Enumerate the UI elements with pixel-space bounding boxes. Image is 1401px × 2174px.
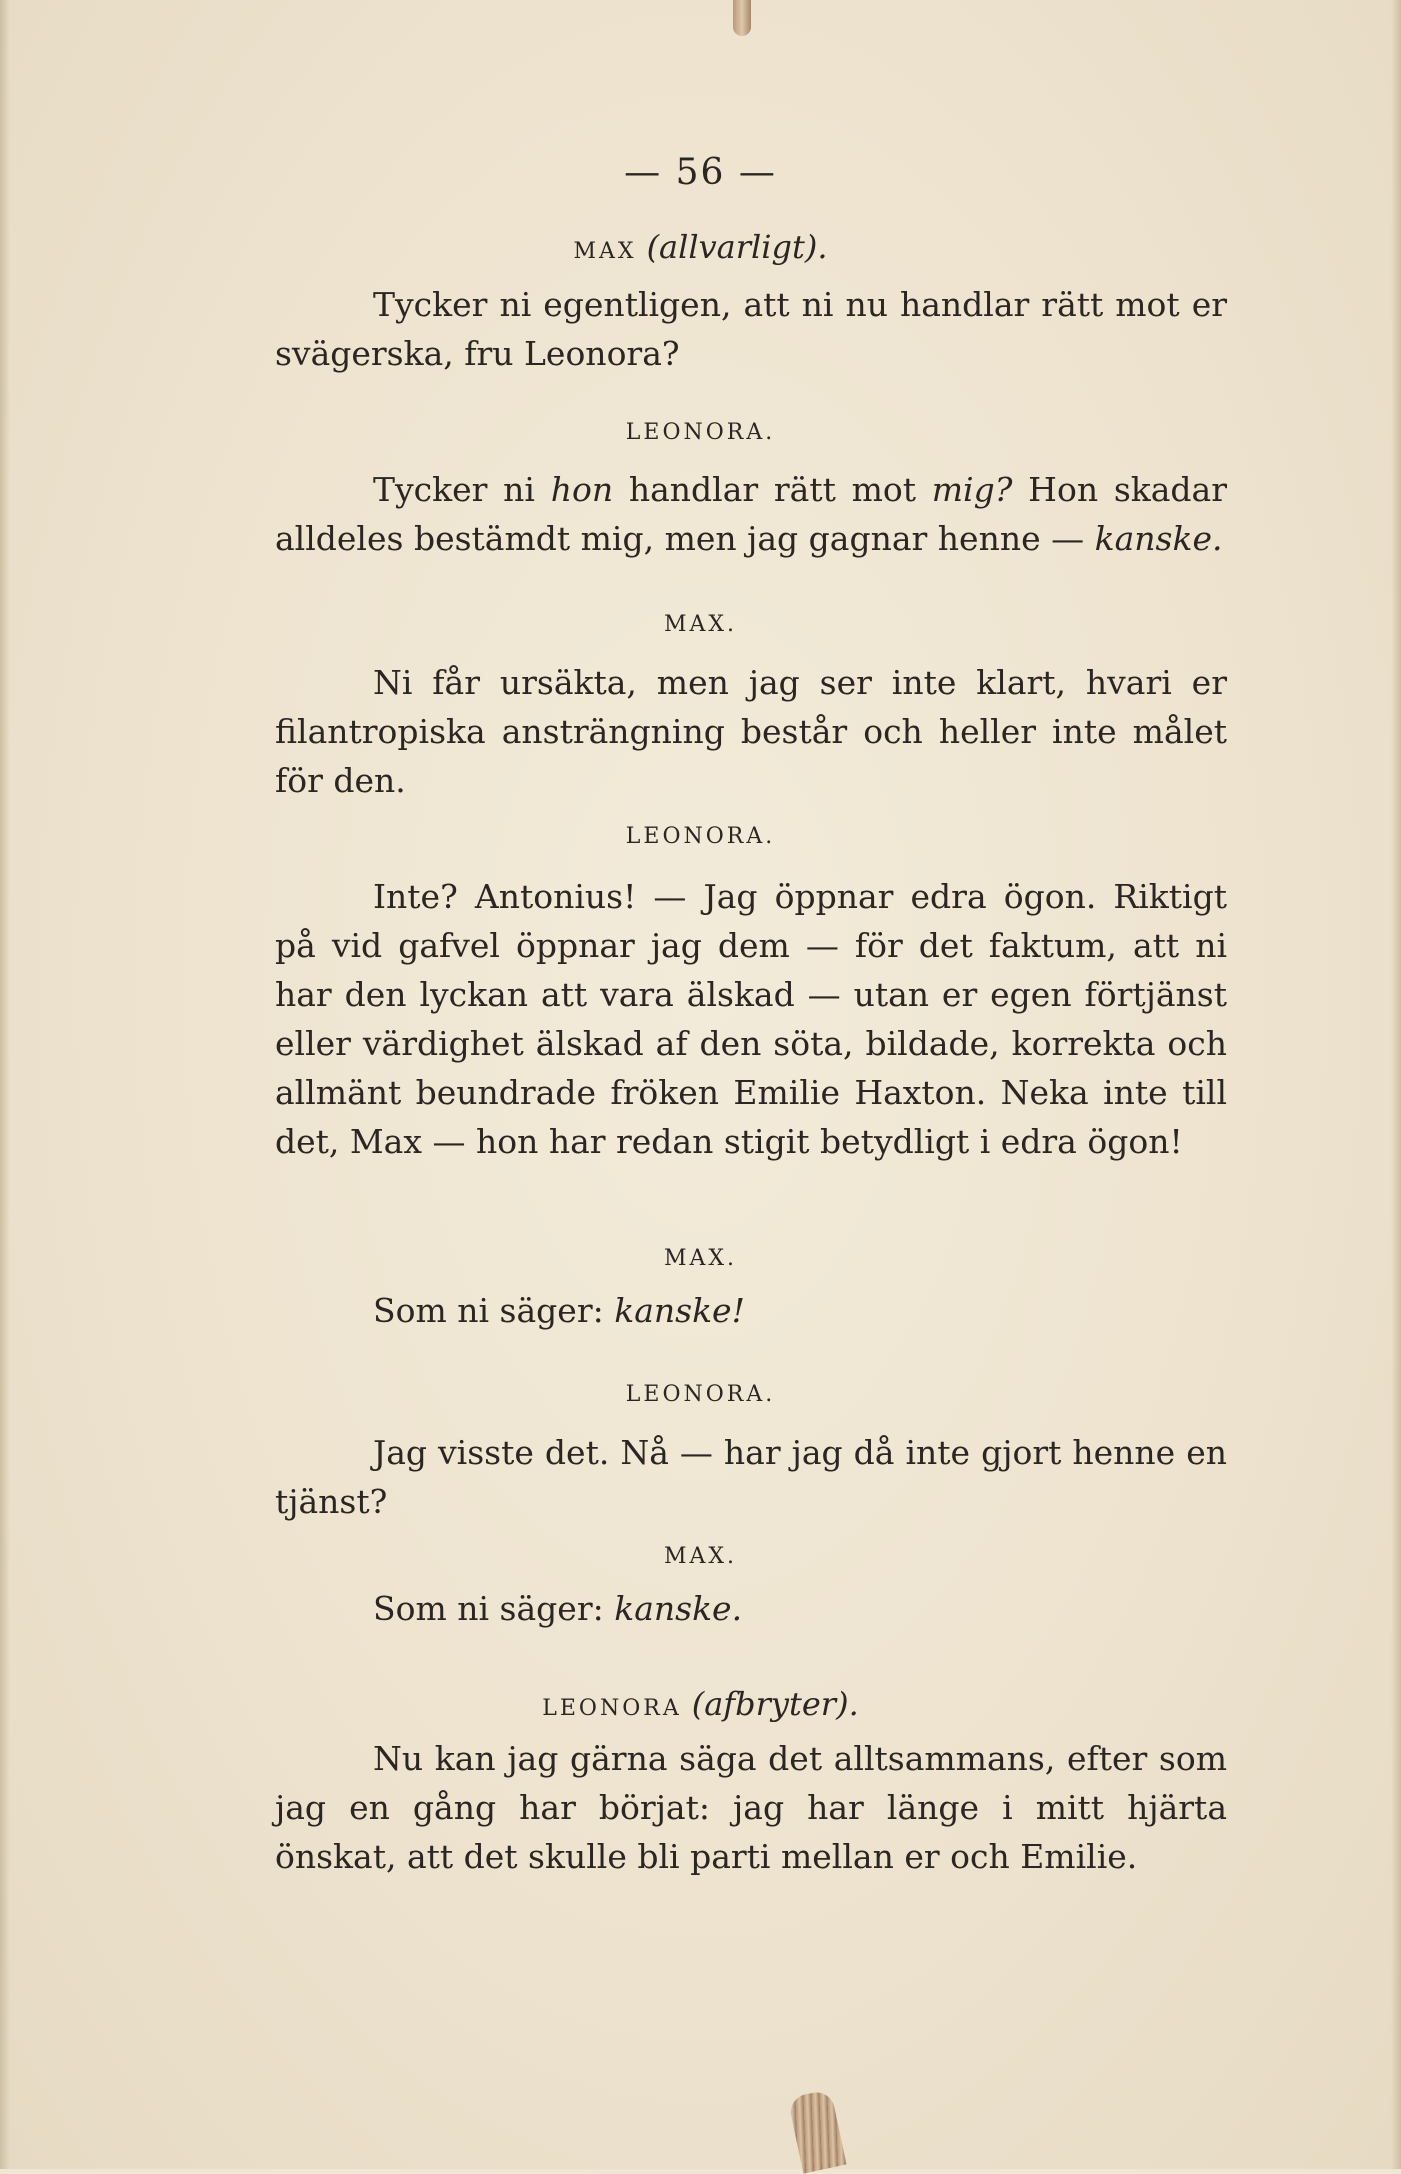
speaker-name: LEONORA. — [625, 1382, 776, 1407]
dialogue-paragraph: Nu kan jag gärna säga det alltsammans, efter som jag en gång har börjat: jag har länge i mitt hjärta önskat, att det skulle bli parti mellan er och Emilie. — [275, 1739, 1227, 1876]
emphasis: kanske. — [1094, 519, 1223, 558]
dialogue-paragraph: Tycker ni hon handlar rätt mot mig? Hon skadar alldeles bestämdt mig, men jag gagnar henne — kanske. — [275, 470, 1227, 558]
stage-direction: (allvarligt). — [646, 228, 828, 266]
speaker-name: MAX. — [663, 1246, 738, 1271]
dialogue-paragraph: Som ni säger: kanske! — [373, 1291, 745, 1330]
speaker-heading — [0, 1246, 1401, 1271]
dialogue-paragraph: Ni får ursäkta, men jag ser inte klart, hvari er filantropiska ansträngning består och heller inte målet för den. — [275, 663, 1227, 800]
emphasis: hon — [550, 470, 614, 509]
speaker-name: MAX. — [663, 612, 738, 637]
dialogue-paragraph: Inte? Antonius! — Jag öppnar edra ögon. Riktigt på vid gafvel öppnar jag dem — för det faktum, att ni har den lyckan att vara älskad — utan er egen förtjänst eller värdighet älskad af den söta, bildade, korrekta och allmänt beundrade fröken Emilie Haxton. Neka inte till det, Max — hon har redan stigit betydligt i edra ögon! — [275, 877, 1227, 1161]
binding-thread-top — [733, 0, 751, 36]
speaker-heading — [0, 1382, 1401, 1407]
speaker-name: LEONORA — [542, 1696, 682, 1721]
speaker-heading — [0, 824, 1401, 849]
page-left-edge — [0, 0, 10, 2169]
speaker-heading — [0, 228, 1401, 266]
speaker-heading — [0, 1544, 1401, 1569]
speaker-name: MAX — [573, 239, 637, 264]
emphasis: mig? — [931, 470, 1013, 509]
speaker-name: LEONORA. — [625, 824, 776, 849]
dialogue-paragraph: Som ni säger: kanske. — [373, 1589, 743, 1628]
speaker-name: MAX. — [663, 1544, 738, 1569]
stage-direction: (afbryter). — [691, 1685, 859, 1723]
page-right-edge — [1391, 0, 1401, 2169]
dialogue-paragraph: Tycker ni egentligen, att ni nu handlar rätt mot er svägerska, fru Leonora? — [275, 285, 1227, 373]
speaker-heading — [0, 1685, 1401, 1723]
page-number: — 56 — — [624, 152, 777, 193]
speaker-name: LEONORA. — [625, 420, 776, 445]
dialogue-paragraph: Jag visste det. Nå — har jag då inte gjort henne en tjänst? — [275, 1433, 1227, 1521]
emphasis: kanske! — [614, 1291, 745, 1330]
speaker-heading — [0, 420, 1401, 445]
speaker-heading — [0, 612, 1401, 637]
emphasis: kanske. — [614, 1589, 743, 1628]
